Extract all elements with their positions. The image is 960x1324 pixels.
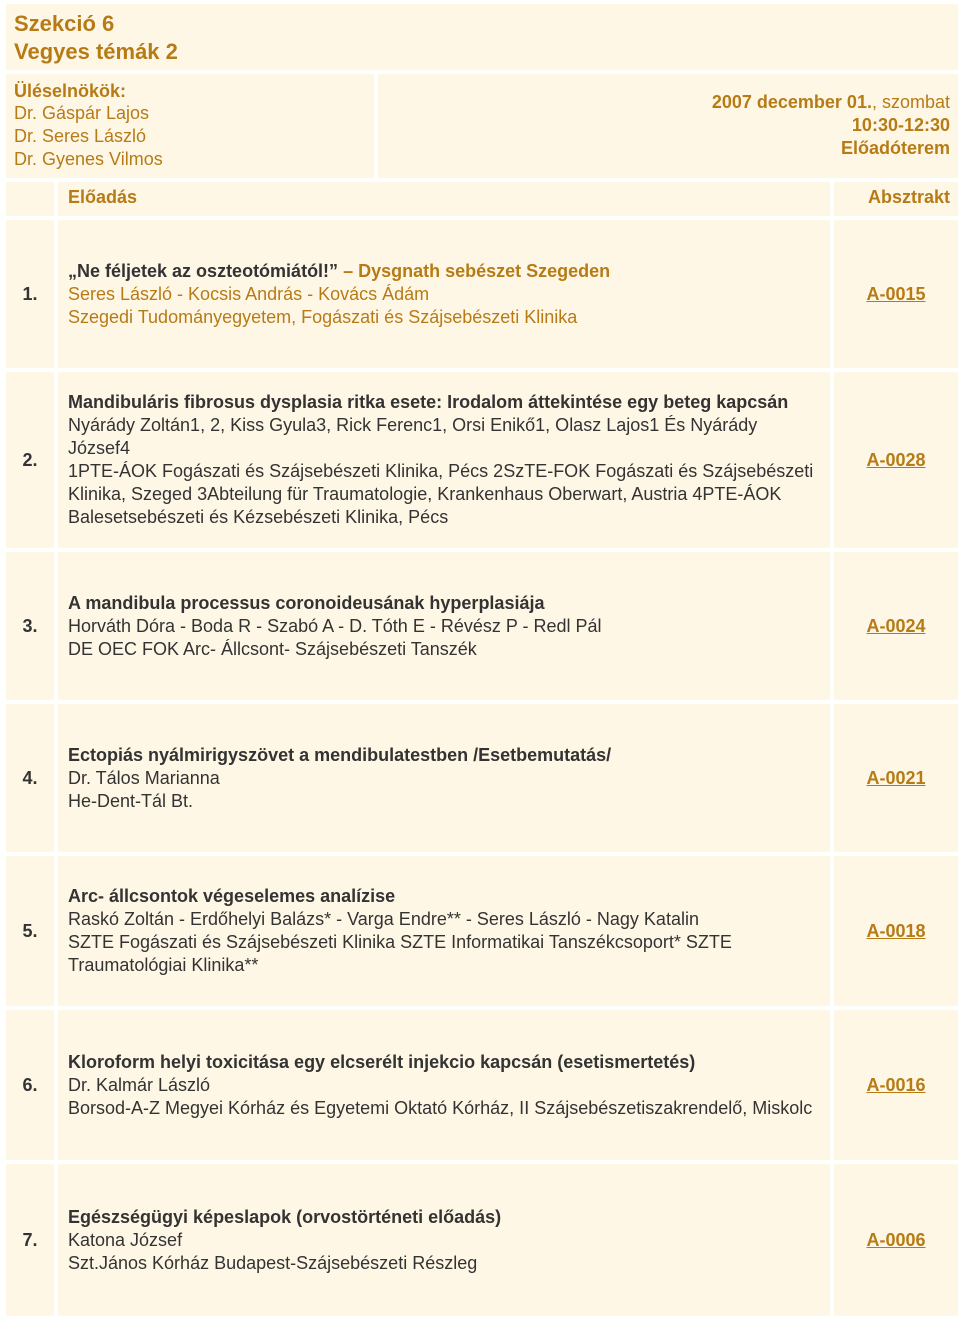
talk-number: 7. [6,1164,54,1316]
talk-authors: Nyárády Zoltán1, 2, Kiss Gyula3, Rick Ferenc1, Orsi Enikő1, Olasz Lajos1 És Nyárády József4 [68,415,758,458]
talk-title: Mandibuláris fibrosus dysplasia ritka esete: Irodalom áttekintése egy beteg kapcsán [68,392,789,412]
talk-affiliation: SZTE Fogászati és Szájsebészeti Klinika SZTE Informatikai Tanszékcsoport* SZTE Traumatológiai Klinika** [68,932,732,975]
talk-title: Egészségügyi képeslapok (orvostörténeti előadás) [68,1206,502,1227]
talk-number: 5. [6,856,54,1006]
section-subtitle: Vegyes témák 2 [14,39,178,64]
talk-cell [58,1010,830,1160]
talk-title: Arc- állcsontok végeselemes analízise [68,886,396,906]
session-time: 10:30-12:30 [851,115,950,135]
abstract-link[interactable]: A-0018 [866,920,926,941]
session-date [378,91,950,114]
table-row [6,856,958,1006]
talk-number: 2. [6,372,54,548]
talk-number: 3. [6,552,54,700]
talk-title: Kloroform helyi toxicitása egy elcserélt injekcio kapcsán (esetismertetés) [68,1051,696,1072]
session-weekday: , szombat [871,92,950,112]
table-row [6,704,958,852]
talk-affiliation: DE OEC FOK Arc- Állcsont- Szájsebészeti Tanszék [68,638,477,659]
session-date-main: 2007 december 01. [711,92,872,112]
talk-authors: Raskó Zoltán - Erdőhelyi Balázs* - Varga Endre** - Seres László - Nagy Katalin [68,909,699,929]
table-row [6,372,958,548]
abstract-cell [834,704,958,852]
abstract-link[interactable]: A-0016 [866,1074,926,1095]
talk-cell [58,856,830,1006]
talk-affiliation: Szegedi Tudományegyetem, Fogászati és Szájsebészeti Klinika [68,306,578,327]
talk-title [68,260,820,283]
talk-authors: Seres László - Kocsis András - Kovács Ádám [68,283,430,304]
table-row [6,552,958,700]
chairs-panel [6,74,374,178]
abstract-link[interactable]: A-0028 [866,449,926,470]
abstract-cell [834,1164,958,1316]
table-header [6,182,958,216]
table-row [6,1010,958,1160]
chairs-label: Üléselnökök: [14,81,127,101]
talk-number: 6. [6,1010,54,1160]
abstract-cell [834,220,958,368]
chair-name: Dr. Gáspár Lajos [14,103,150,123]
talk-cell [58,552,830,700]
talk-authors: Katona József [68,1229,183,1250]
talk-title-rest: – Dysgnath sebészet Szegeden [338,260,611,281]
section-title: Szekció 6 [14,11,115,36]
header-talk-cell [58,182,830,216]
talk-cell [58,1164,830,1316]
talk-title-quote: „Ne féljetek az oszteotómiától!” [68,260,339,281]
session-info [6,74,958,178]
talk-affiliation: He-Dent-Tál Bt. [68,790,194,811]
header-abstract-cell [834,182,958,216]
talk-cell [58,704,830,852]
abstract-cell [834,552,958,700]
talk-authors: Horváth Dóra - Boda R - Szabó A - D. Tóth E - Révész P - Redl Pál [68,615,602,636]
talk-authors: Dr. Tálos Marianna [68,767,220,788]
abstract-cell [834,372,958,548]
talk-number: 1. [6,220,54,368]
abstract-link[interactable]: A-0024 [866,615,926,636]
column-header-talk: Előadás [68,187,138,207]
talk-title: A mandibula processus coronoideusának hyperplasiája [68,592,545,613]
talk-title: Ectopiás nyálmirigyszövet a mendibulatestben /Esetbemutatás/ [68,744,612,765]
chair-name: Dr. Seres László [14,126,147,146]
table-row [6,220,958,368]
abstract-link[interactable]: A-0021 [866,767,926,788]
abstract-link[interactable]: A-0015 [866,283,926,304]
abstract-link[interactable]: A-0006 [866,1229,926,1250]
talk-authors: Dr. Kalmár László [68,1074,211,1095]
talk-affiliation: 1PTE-ÁOK Fogászati és Szájsebészeti Klinika, Pécs 2SzTE-FOK Fogászati és Szájsebészeti Klinika, Szeged 3Abteilung für Traumatologie, Krankenhaus Oberwart, Austria 4PTE-ÁOK Balesetsebészeti és Kézsebészeti Klinika, Pécs [68,461,814,527]
schedule-panel [378,74,958,178]
session-room: Előadóterem [840,138,950,158]
table-row [6,1164,958,1316]
header-number-cell [6,182,54,216]
abstract-cell [834,856,958,1006]
column-header-abstract: Absztrakt [867,187,950,207]
chair-name: Dr. Gyenes Vilmos [14,149,163,169]
talk-affiliation: Borsod-A-Z Megyei Kórház és Egyetemi Oktató Kórház, II Szájsebészetiszakrendelő, Miskolc [68,1097,813,1118]
talk-cell [58,220,830,368]
abstract-cell [834,1010,958,1160]
talk-cell [58,372,830,548]
section-header [6,4,958,70]
talk-number: 4. [6,704,54,852]
talk-affiliation: Szt.János Kórház Budapest-Szájsebészeti Részleg [68,1252,478,1273]
